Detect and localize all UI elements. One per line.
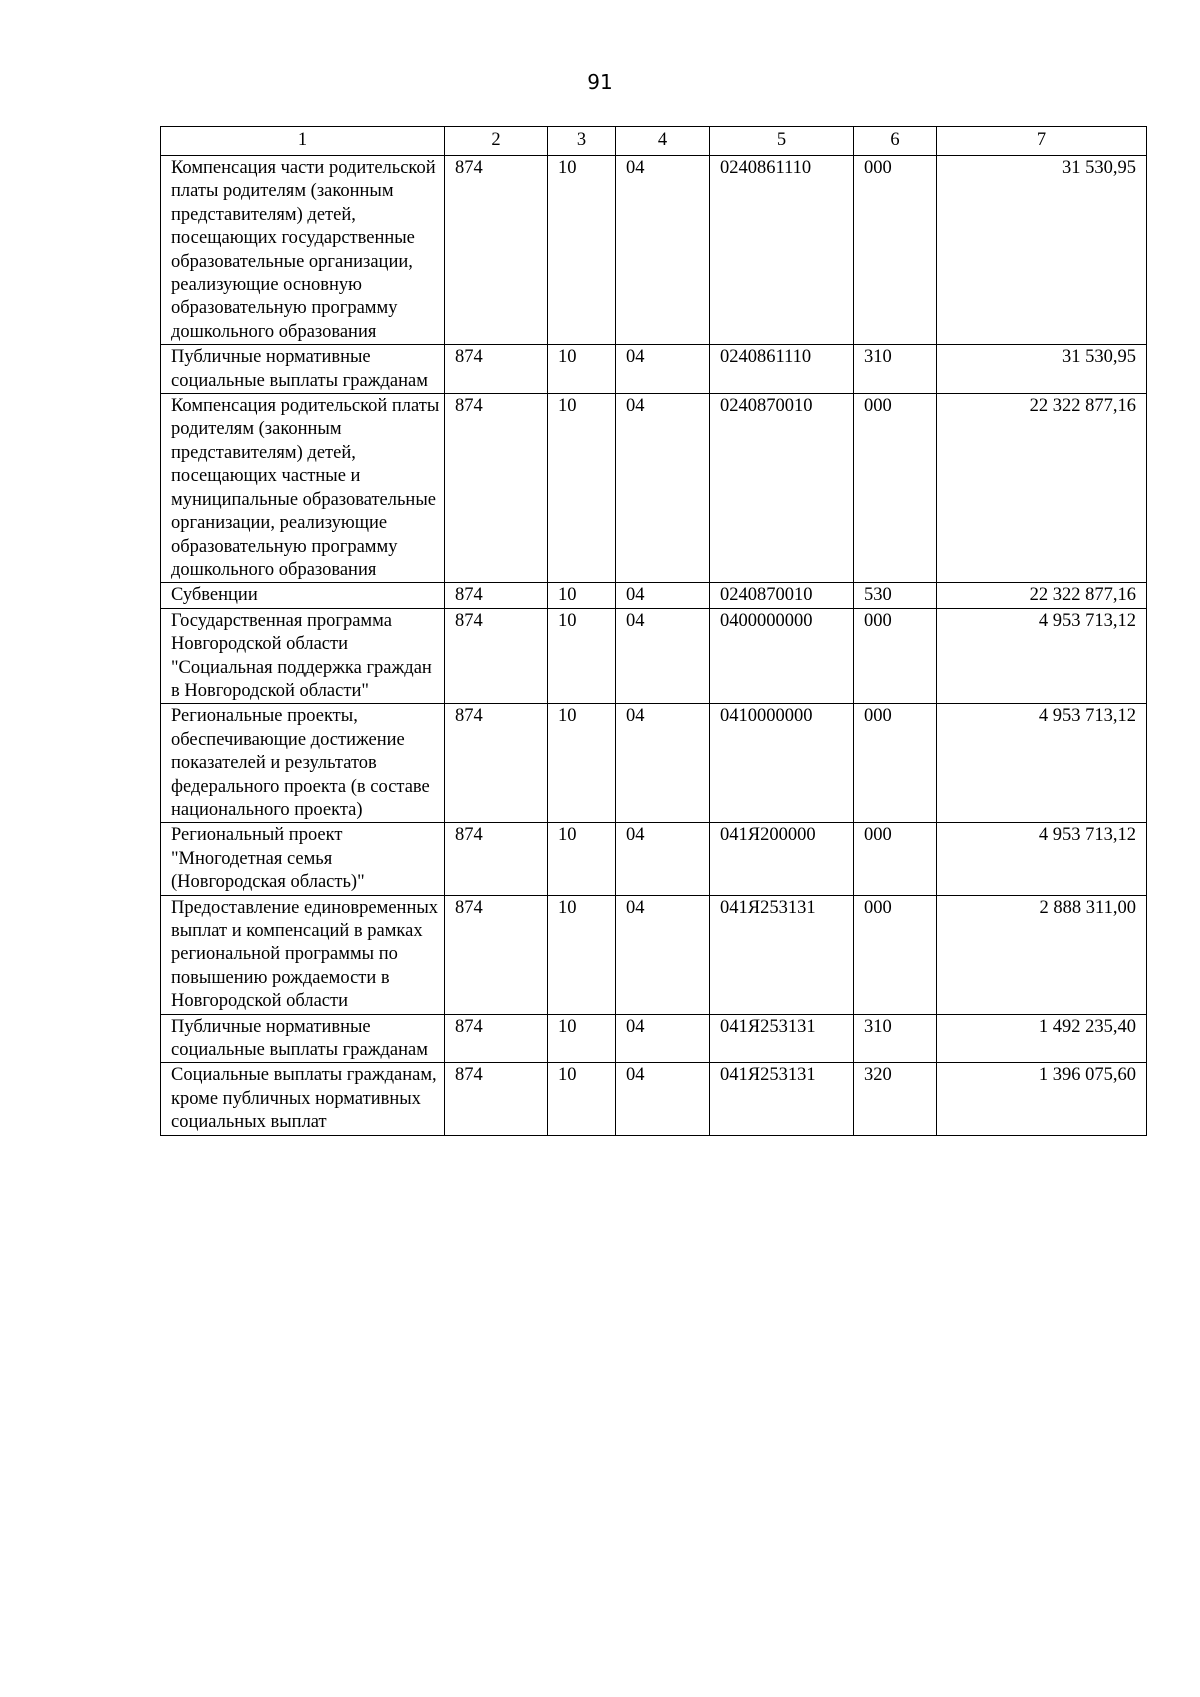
row-amount: 31 530,95 (937, 345, 1147, 394)
table-row (161, 895, 1147, 1014)
row-description: Региональные проекты, обеспечивающие достижение показателей и результатов федерального проекта (в составе национального проекта) (161, 704, 445, 823)
table-row (161, 608, 1147, 704)
row-target-item-code: 0400000000 (710, 608, 854, 704)
table-row (161, 345, 1147, 394)
row-target-item-code: 041Я200000 (710, 823, 854, 895)
row-expense-type-code: 000 (854, 895, 937, 1014)
row-amount: 1 492 235,40 (937, 1014, 1147, 1063)
row-subsection-code: 04 (616, 608, 710, 704)
row-subsection-code: 04 (616, 823, 710, 895)
column-header: 6 (854, 127, 937, 156)
row-ministry-code: 874 (445, 608, 548, 704)
row-target-item-code: 0240861110 (710, 156, 854, 345)
column-header: 5 (710, 127, 854, 156)
row-ministry-code: 874 (445, 583, 548, 608)
row-subsection-code: 04 (616, 345, 710, 394)
row-ministry-code: 874 (445, 823, 548, 895)
row-target-item-code: 0240870010 (710, 394, 854, 583)
row-description: Компенсация родительской платы родителям (законным представителям) детей, посещающих частные и муниципальные образовательные организации, реализующие образовательную программу дошкольного образования (161, 394, 445, 583)
row-amount: 22 322 877,16 (937, 583, 1147, 608)
row-target-item-code: 0410000000 (710, 704, 854, 823)
row-ministry-code: 874 (445, 704, 548, 823)
row-subsection-code: 04 (616, 394, 710, 583)
row-description: Предоставление единовременных выплат и компенсаций в рамках региональной программы по повышению рождаемости в Новгородской области (161, 895, 445, 1014)
row-subsection-code: 04 (616, 1063, 710, 1135)
row-section-code: 10 (548, 1014, 616, 1063)
row-section-code: 10 (548, 156, 616, 345)
row-amount: 2 888 311,00 (937, 895, 1147, 1014)
row-ministry-code: 874 (445, 394, 548, 583)
row-expense-type-code: 000 (854, 156, 937, 345)
row-target-item-code: 041Я253131 (710, 895, 854, 1014)
table-row (161, 156, 1147, 345)
table-row (161, 1014, 1147, 1063)
row-target-item-code: 041Я253131 (710, 1063, 854, 1135)
table-row (161, 583, 1147, 608)
column-header: 7 (937, 127, 1147, 156)
row-subsection-code: 04 (616, 704, 710, 823)
row-expense-type-code: 310 (854, 345, 937, 394)
row-target-item-code: 041Я253131 (710, 1014, 854, 1063)
column-header: 2 (445, 127, 548, 156)
row-expense-type-code: 000 (854, 823, 937, 895)
row-ministry-code: 874 (445, 1063, 548, 1135)
row-ministry-code: 874 (445, 345, 548, 394)
row-description: Публичные нормативные социальные выплаты гражданам (161, 345, 445, 394)
header-row (161, 127, 1147, 156)
row-amount: 4 953 713,12 (937, 823, 1147, 895)
row-target-item-code: 0240870010 (710, 583, 854, 608)
column-header: 3 (548, 127, 616, 156)
row-section-code: 10 (548, 823, 616, 895)
row-subsection-code: 04 (616, 895, 710, 1014)
row-description: Региональный проект "Многодетная семья (Новгородская область)" (161, 823, 445, 895)
row-expense-type-code: 530 (854, 583, 937, 608)
row-subsection-code: 04 (616, 156, 710, 345)
row-ministry-code: 874 (445, 156, 548, 345)
row-ministry-code: 874 (445, 895, 548, 1014)
table-row (161, 1063, 1147, 1135)
row-ministry-code: 874 (445, 1014, 548, 1063)
row-description: Социальные выплаты гражданам, кроме публичных нормативных социальных выплат (161, 1063, 445, 1135)
page-number: 91 (587, 70, 613, 94)
row-section-code: 10 (548, 394, 616, 583)
row-section-code: 10 (548, 704, 616, 823)
table-row (161, 823, 1147, 895)
row-description: Компенсация части родительской платы родителям (законным представителям) детей, посещающих государственные образовательные организации, реализующие основную образовательную программу дошкольного образования (161, 156, 445, 345)
row-amount: 4 953 713,12 (937, 608, 1147, 704)
table-row (161, 394, 1147, 583)
row-expense-type-code: 000 (854, 704, 937, 823)
row-target-item-code: 0240861110 (710, 345, 854, 394)
row-amount: 4 953 713,12 (937, 704, 1147, 823)
row-subsection-code: 04 (616, 583, 710, 608)
row-section-code: 10 (548, 895, 616, 1014)
row-description: Публичные нормативные социальные выплаты гражданам (161, 1014, 445, 1063)
row-expense-type-code: 320 (854, 1063, 937, 1135)
row-amount: 31 530,95 (937, 156, 1147, 345)
row-description: Субвенции (161, 583, 445, 608)
column-header: 1 (161, 127, 445, 156)
row-section-code: 10 (548, 608, 616, 704)
row-amount: 1 396 075,60 (937, 1063, 1147, 1135)
row-section-code: 10 (548, 1063, 616, 1135)
row-expense-type-code: 310 (854, 1014, 937, 1063)
row-expense-type-code: 000 (854, 608, 937, 704)
row-description: Государственная программа Новгородской области "Социальная поддержка граждан в Новгородской области" (161, 608, 445, 704)
budget-table (160, 126, 1147, 1136)
row-amount: 22 322 877,16 (937, 394, 1147, 583)
row-section-code: 10 (548, 345, 616, 394)
row-expense-type-code: 000 (854, 394, 937, 583)
column-header: 4 (616, 127, 710, 156)
row-section-code: 10 (548, 583, 616, 608)
row-subsection-code: 04 (616, 1014, 710, 1063)
table-row (161, 704, 1147, 823)
